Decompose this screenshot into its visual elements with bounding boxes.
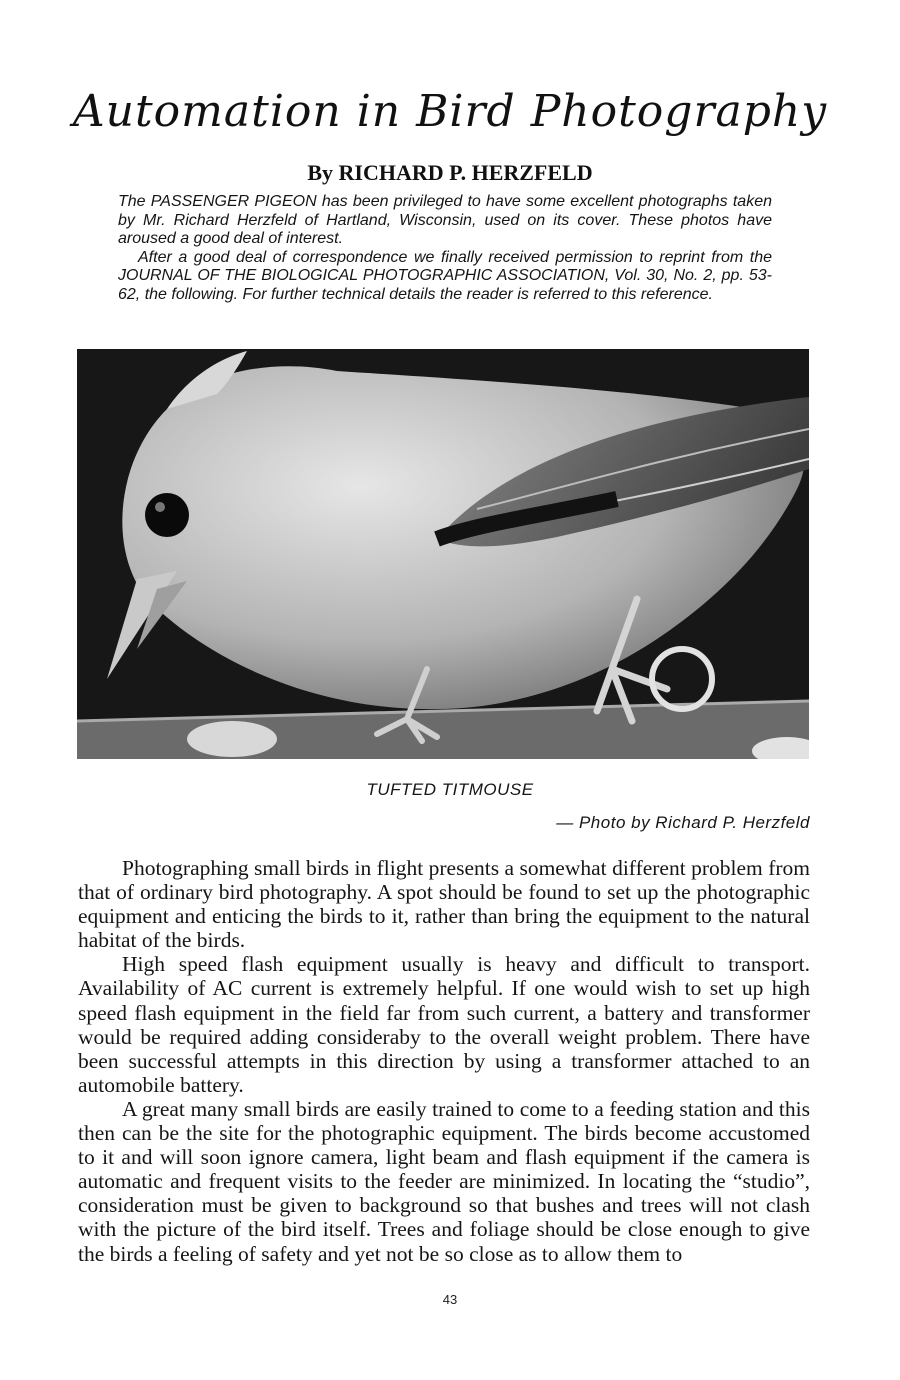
intro-paragraph: The PASSENGER PIGEON has been privileged to have some excellent photographs taken by Mr. Richard Herzfeld of Hartland, Wisconsin, used on its cover. These photos have aroused a good deal of interest.	[118, 193, 772, 248]
article-body	[78, 856, 810, 1266]
page-number: 43	[442, 1292, 458, 1307]
bird-illustration	[77, 349, 809, 759]
article-byline: By RICHARD P. HERZFELD	[307, 160, 593, 185]
body-paragraph: A great many small birds are easily trained to come to a feeding station and this then can be the site for the photographic equipment. The birds become accustomed to it and will soon ignore camera, light beam and flash equipment if the camera is automatic and frequent visits to the feeder are minimized. In locating the “studio”, consideration must be given to background so that bushes and trees will not clash with the picture of the bird itself. Trees and foliage should be close enough to give the birds a feeling of safety and yet not be so close as to allow them to	[78, 1096, 810, 1266]
photo-caption: TUFTED TITMOUSE	[366, 780, 534, 799]
editor-intro	[118, 193, 772, 305]
photo-credit: — Photo by Richard P. Herzfeld	[556, 813, 810, 832]
body-paragraph: High speed flash equipment usually is heavy and difficult to transport. Availability of AC current is extremely helpful. If one would wish to set up high speed flash equipment in the field far from such current, a battery and transformer would be required adding consideraby to the overall weight problem. There have been successful attempts in this direction by using a transformer attached to an automobile battery.	[78, 952, 810, 1097]
intro-paragraph: After a good deal of correspondence we finally received permission to reprint from the JOURNAL OF THE BIOLOGICAL PHOTOGRAPHIC ASSOCIATION, Vol. 30, No. 2, pp. 53-62, the following. For further technical details the reader is referred to this reference.	[118, 248, 772, 303]
body-paragraph: Photographing small birds in flight presents a somewhat different problem from that of ordinary bird photography. A spot should be found to set up the photographic equipment and enticing the birds to it, rather than bring the equipment to the natural habitat of the birds.	[78, 856, 810, 953]
tufted-titmouse-photo	[77, 349, 809, 759]
article-title: Automation in Bird Photography	[72, 86, 828, 137]
